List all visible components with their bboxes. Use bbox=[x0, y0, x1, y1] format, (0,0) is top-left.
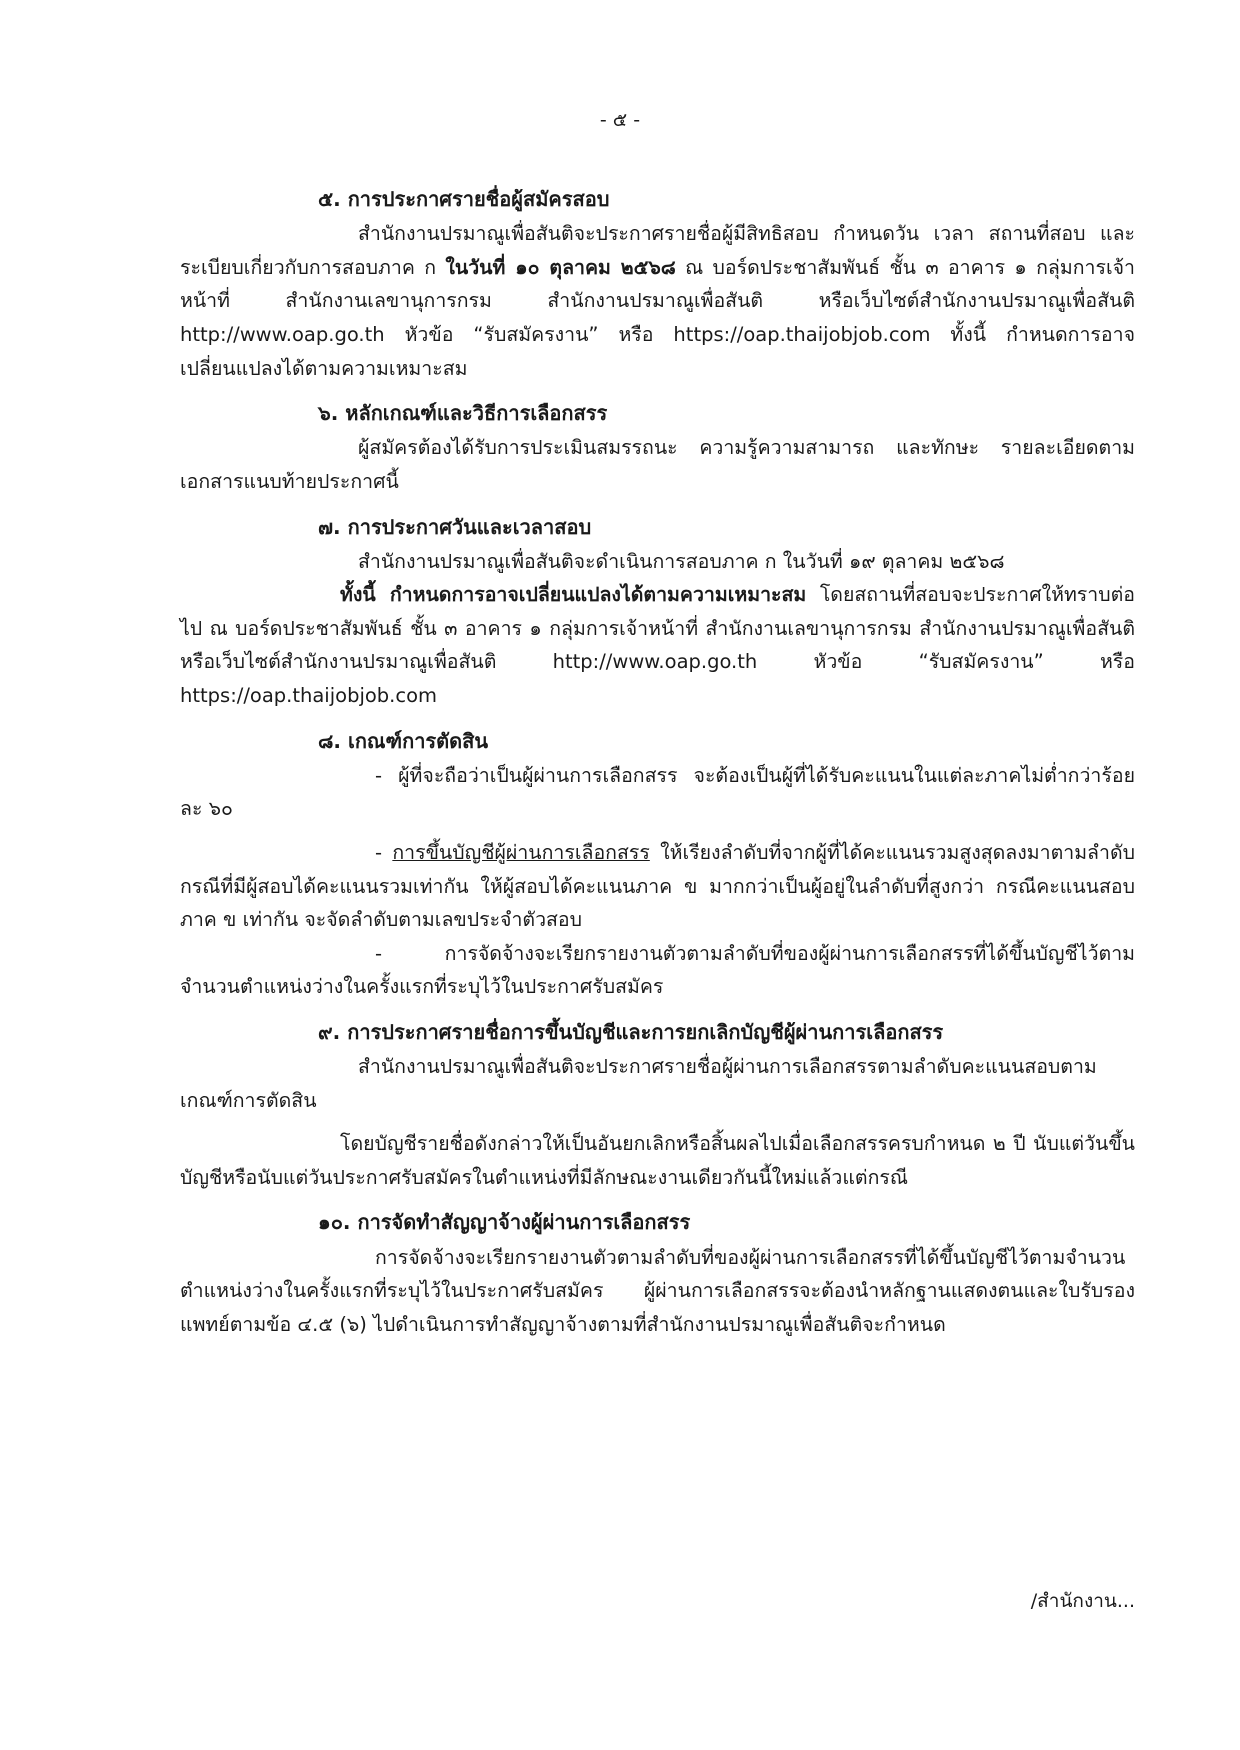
section-10 bbox=[180, 1205, 1135, 1341]
section-5-paragraph: สำนักงานปรมาณูเพื่อสันติจะประกาศรายชื่อผู้มีสิทธิสอบ กำหนดวัน เวลา สถานที่สอบ และระเบียบเกี่ยวกับการสอบภาค ก ในวันที่ ๑๐ ตุลาคม ๒๕๖๘ ณ บอร์ดประชาสัมพันธ์ ชั้น ๓ อาคาร ๑ กลุ่มการเจ้าหน้าที่ สำนักงานเลขานุการกรม สำนักงานปรมาณูเพื่อสันติ หรือเว็บไซต์สำนักงานปรมาณูเพื่อสันติ http://www.oap.go.th หัวข้อ “รับสมัครงาน” หรือ https://oap.thaijobjob.com ทั้งนี้ กำหนดการอาจเปลี่ยนแปลงได้ตามความเหมาะสม bbox=[180, 222, 1135, 380]
section-6-heading: ๖. หลักเกณฑ์และวิธีการเลือกสรร bbox=[318, 401, 608, 426]
section-7 bbox=[180, 510, 1135, 713]
section-10-paragraph: การจัดจ้างจะเรียกรายงานตัวตามลำดับที่ของผู้ผ่านการเลือกสรรที่ได้ขึ้นบัญชีไว้ตามจำนวนตำแหน่งว่างในครั้งแรกที่ระบุไว้ในประกาศรับสมัคร ผู้ผ่านการเลือกสรรจะต้องนำหลักฐานแสดงตนและใบรับรองแพทย์ตามข้อ ๔.๕ (๖) ไปดำเนินการทำสัญญาจ้างตามที่สำนักงานปรมาณูเพื่อสันติจะกำหนด bbox=[180, 1245, 1135, 1336]
section-8-heading: ๘. เกณฑ์การตัดสิน bbox=[318, 728, 489, 753]
section-9-paragraph-1: สำนักงานปรมาณูเพื่อสันติจะประกาศรายชื่อผู้ผ่านการเลือกสรรตามลำดับคะแนนสอบตามเกณฑ์การตัดสิน bbox=[180, 1055, 1097, 1112]
section-8-paragraph-1: - ผู้ที่จะถือว่าเป็นผู้ผ่านการเลือกสรร จะต้องเป็นผู้ที่ได้รับคะแนนในแต่ละภาคไม่ต่ำกว่าร้อยละ ๖๐ bbox=[180, 763, 1135, 821]
exam-date-bold: ในวันที่ ๑๐ ตุลาคม ๒๕๖๘ bbox=[445, 255, 676, 279]
section-9 bbox=[180, 1015, 1135, 1195]
list-registration-underlined: การขึ้นบัญชีผู้ผ่านการเลือกสรร bbox=[392, 841, 650, 864]
section-10-heading: ๑๐. การจัดทำสัญญาจ้างผู้ผ่านการเลือกสรร bbox=[318, 1210, 691, 1235]
section-6 bbox=[180, 396, 1135, 498]
section-8-paragraph-3: - การจัดจ้างจะเรียกรายงานตัวตามลำดับที่ของผู้ผ่านการเลือกสรรที่ได้ขึ้นบัญชีไว้ตามจำนวนตำแหน่งว่างในครั้งแรกที่ระบุไว้ในประกาศรับสมัคร bbox=[180, 941, 1135, 999]
section-9-paragraph-2: โดยบัญชีรายชื่อดังกล่าวให้เป็นอันยกเลิกหรือสิ้นผลไปเมื่อเลือกสรรครบกำหนด ๒ ปี นับแต่วันขึ้นบัญชีหรือนับแต่วันประกาศรับสมัครในตำแหน่งที่มีลักษณะงานเดียวกันนี้ใหม่แล้วแต่กรณี bbox=[180, 1132, 1135, 1189]
section-5-heading: ๕. การประกาศรายชื่อผู้สมัครสอบ bbox=[318, 187, 610, 211]
page-number: - ๕ - bbox=[599, 109, 641, 131]
section-7-heading: ๗. การประกาศวันและเวลาสอบ bbox=[318, 514, 592, 539]
section-5 bbox=[180, 182, 1135, 385]
section-6-paragraph: ผู้สมัครต้องได้รับการประเมินสมรรถนะ ความรู้ความสามารถ และทักษะ รายละเอียดตามเอกสารแนบท้ายประกาศนี้ bbox=[180, 436, 1135, 493]
document-body bbox=[180, 182, 1135, 1352]
section-8 bbox=[180, 724, 1135, 1004]
continuation-footer: /สำนักงาน... bbox=[1030, 1590, 1135, 1612]
section-7-paragraph-2: ทั้งนี้ กำหนดการอาจเปลี่ยนแปลงได้ตามความเหมาะสม โดยสถานที่สอบจะประกาศให้ทราบต่อไป ณ บอร์ดประชาสัมพันธ์ ชั้น ๓ อาคาร ๑ กลุ่มการเจ้าหน้าที่ สำนักงานเลขานุการกรม สำนักงานปรมาณูเพื่อสันติหรือเว็บไซต์สำนักงานปรมาณูเพื่อสันติ http://www.oap.go.th หัวข้อ “รับสมัครงาน” หรือ https://oap.thaijobjob.com bbox=[180, 583, 1135, 708]
section-9-heading: ๙. การประกาศรายชื่อการขึ้นบัญชีและการยกเลิกบัญชีผู้ผ่านการเลือกสรร bbox=[318, 1019, 944, 1044]
section-8-paragraph-2: - การขึ้นบัญชีผู้ผ่านการเลือกสรร ให้เรียงลำดับที่จากผู้ที่ได้คะแนนรวมสูงสุดลงมาตามลำดับ กรณีที่มีผู้สอบได้คะแนนรวมเท่ากัน ให้ผู้สอบได้คะแนนภาค ข มากกว่าเป็นผู้อยู่ในลำดับที่สูงกว่า กรณีคะแนนสอบ ภาค ข เท่ากัน จะจัดลำดับตามเลขประจำตัวสอบ bbox=[180, 841, 1135, 932]
section-7-paragraph-1: สำนักงานปรมาณูเพื่อสันติจะดำเนินการสอบภาค ก ในวันที่ ๑๙ ตุลาคม ๒๕๖๘ bbox=[358, 549, 1005, 573]
